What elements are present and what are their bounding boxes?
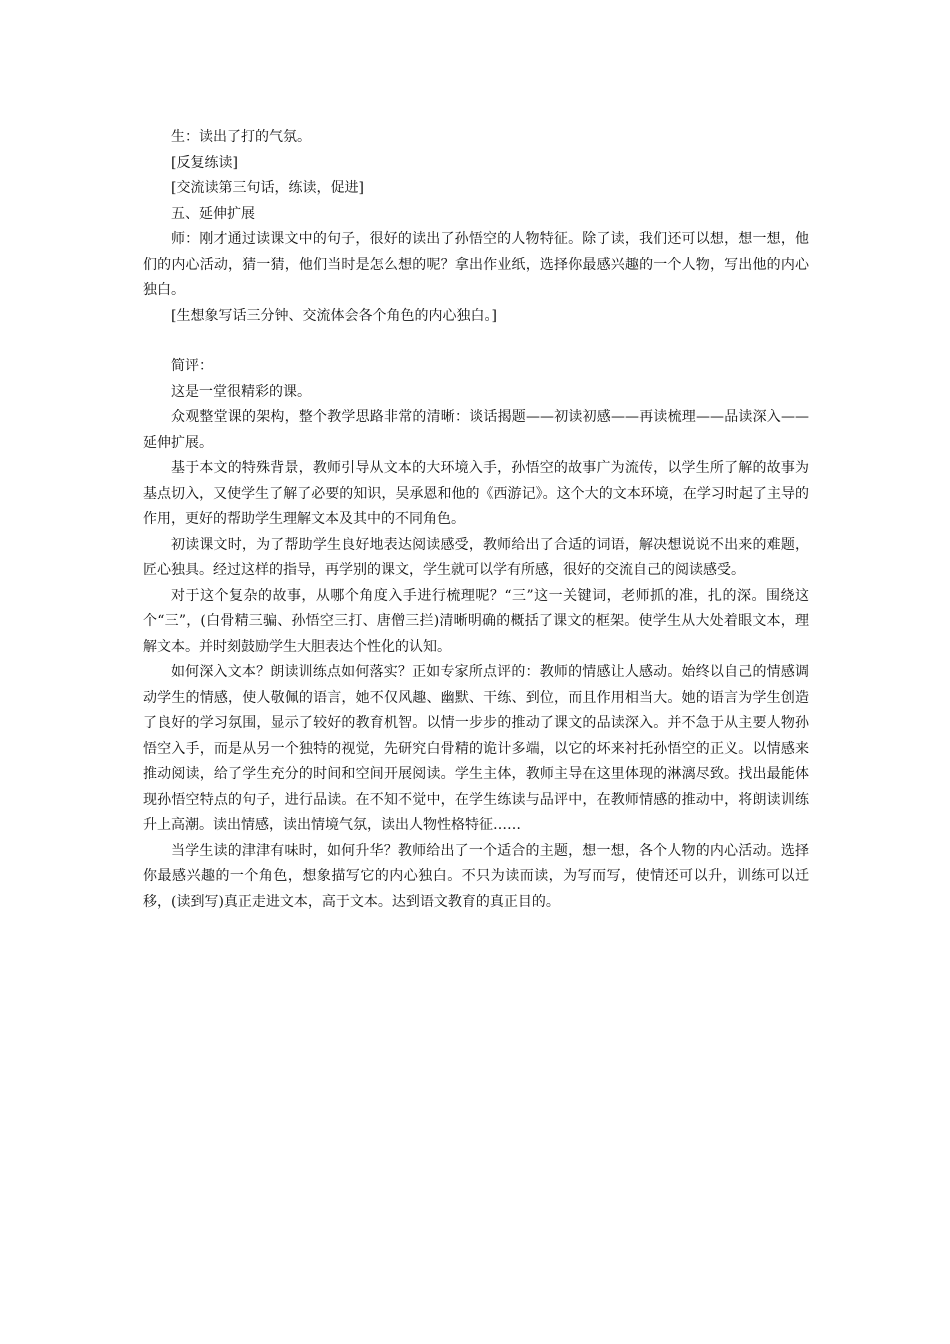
paragraph-review-structure: 众观整堂课的架构，整个教学思路非常的清晰：谈话揭题——初读初感——再读梳理——品读深入——延伸扩展。 (143, 409, 809, 451)
paragraph-writing-activity: [生想象写话三分钟、交流体会各个角色的内心独白。] (171, 307, 497, 324)
paragraph-review-first-reading: 初读课文时，为了帮助学生良好地表达阅读感受，教师给出了合适的词语，解决想说说不出来的难题，匠心独具。经过这样的指导，再学别的课文，学生就可以学有所感，很好的交流自己的阅读感受。 (143, 536, 809, 578)
paragraph-review-sublimation: 当学生读的津津有味时，如何升华？教师给出了一个适合的主题，想一想，各个人物的内心活动。选择你最感兴趣的一个角色，想象描写它的内心独白。不只为读而读，为写而写，使情还可以升，训练可以迁移，(读到写)真正走进文本，高于文本。达到语文教育的真正目的。 (143, 842, 809, 910)
section-heading-extension: 五、延伸扩展 (171, 205, 255, 222)
paragraph-review-intro: 这是一堂很精彩的课。 (171, 383, 311, 400)
paragraph-repeat-reading: [反复练读] (171, 154, 238, 171)
paragraph-review-three: 对于这个复杂的故事，从哪个角度入手进行梳理呢？“三”这一关键词，老师抓的准，扎的深。围绕这个“三”，(白骨精三骗、孙悟空三打、唐僧三拦)清晰明确的概括了课文的框架。使学生从大处着眼文本，理解文本。并时刻鼓励学生大胆表达个性化的认知。 (143, 587, 809, 655)
paragraph-teacher-prompt: 师：刚才通过读课文中的句子，很好的读出了孙悟空的人物特征。除了读，我们还可以想，想一想，他们的内心活动，猜一猜，他们当时是怎么想的呢？拿出作业纸，选择你最感兴趣的一个人物，写出他的内心独白。 (143, 231, 809, 298)
paragraph-review-background: 基于本文的特殊背景，教师引导从文本的大环境入手，孙悟空的故事广为流传，以学生所了解的故事为基点切入，又使学生了解了必要的知识，吴承恩和他的《西游记》。这个大的文本环境，在学习时起了主导的作用，更好的帮助学生理解文本及其中的不同角色。 (143, 460, 809, 527)
section-heading-review: 简评： (171, 358, 213, 374)
document-page (143, 125, 809, 915)
paragraph-exchange-reading: [交流读第三句话，练读，促进] (171, 180, 364, 196)
paragraph-review-deep-reading: 如何深入文本？朗读训练点如何落实？正如专家所点评的：教师的情感让人感动。始终以自己的情感调动学生的情感，使人敬佩的语言，她不仅风趣、幽默、干练、到位，而且作用相当大。她的语言为学生创造了良好的学习氛围，显示了较好的教育机智。以情一步步的推动了课文的品读深入。并不急于从主要人物孙悟空入手，而是从另一个独特的视觉，先研究白骨精的诡计多端，以它的坏来衬托孙悟空的正义。以情感来推动阅读，给了学生充分的时间和空间开展阅读。学生主体，教师主导在这里体现的淋漓尽致。找出最能体现孙悟空特点的句子，进行品读。在不知不觉中，在学生练读与品评中，在教师情感的推动中，将朗读训练升上高潮。读出情感，读出情境气氛，读出人物性格特征…… (143, 664, 809, 833)
paragraph-student-reply: 生：读出了打的气氛。 (171, 129, 311, 145)
